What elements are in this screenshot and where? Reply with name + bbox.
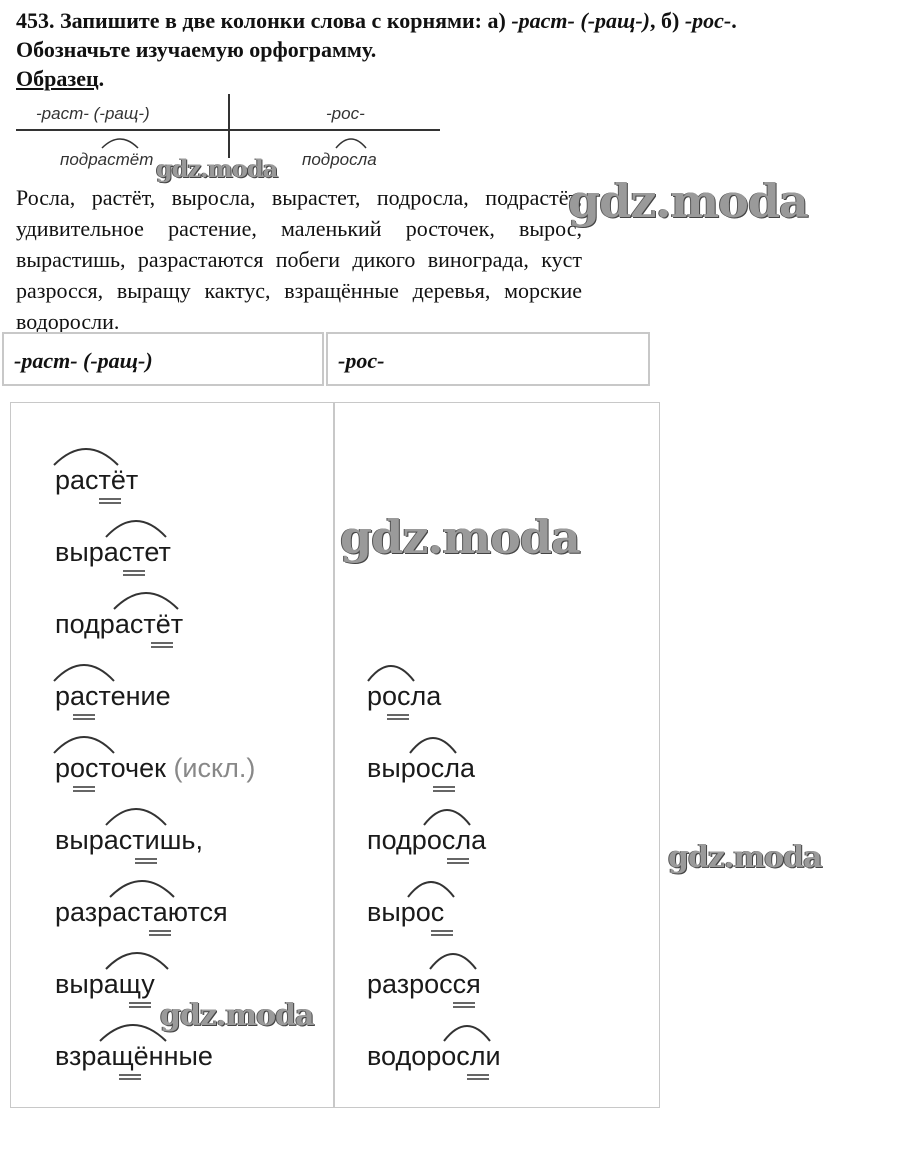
root-arc-icon [427,945,479,971]
watermark: gdz.moda [156,154,278,183]
root-arc-icon [100,134,140,150]
sample-word-right: подросла [302,150,377,169]
double-underline-icon [149,641,175,649]
left-word: растение [55,681,171,711]
sample-divider-v [228,94,230,158]
left-word: взращённые [55,1041,213,1071]
double-underline-icon [451,1001,477,1009]
watermark: gdz.moda [340,510,580,564]
watermark: gdz.moda [568,174,808,228]
sample-header-left: -раст- (-ращ-) [36,104,150,123]
right-word: вырос [367,897,445,927]
root-arc-icon [103,513,169,539]
right-word: подросла [367,825,487,855]
task-text-2: , б) [650,8,680,33]
answer-table [10,402,660,1108]
double-underline-icon [429,929,455,937]
left-word: вырастет [55,537,171,567]
exception-note: (искл.) [173,753,256,783]
answer-header-left: -раст- (-ращ-) [2,332,324,386]
root-arc-icon [97,1017,169,1043]
root-arc-icon [405,873,457,899]
sample-label: Образец. [16,66,105,91]
double-underline-icon [71,785,97,793]
double-underline-icon [97,497,123,505]
double-underline-icon [117,1073,143,1081]
root-arc-icon [441,1017,493,1043]
root-arc-icon [407,729,459,755]
double-underline-icon [71,713,97,721]
double-underline-icon [121,569,147,577]
sample-word-left: подрастёт [60,150,154,169]
double-underline-icon [147,929,173,937]
task-root-b: -рос- [684,8,732,33]
left-word: выращу [55,969,155,999]
task-heading [16,6,896,64]
root-arc-icon [103,945,171,971]
root-arc-icon [51,657,117,683]
task-number: 453. [16,8,55,33]
root-arc-icon [107,873,177,899]
left-word: росточек (искл.) [55,753,256,783]
task-text-3: . [731,8,737,33]
root-arc-icon [334,134,368,150]
double-underline-icon [445,857,471,865]
root-arc-icon [51,441,121,467]
left-word: разрастаются [55,897,228,927]
root-arc-icon [51,729,117,755]
left-word: вырастишь, [55,825,203,855]
double-underline-icon [465,1073,491,1081]
double-underline-icon [127,1001,153,1009]
right-word: выросла [367,753,476,783]
double-underline-icon [431,785,457,793]
watermark: gdz.moda [160,998,314,1033]
watermark: gdz.moda [668,840,822,875]
left-word: растёт [55,465,139,495]
root-arc-icon [111,585,181,611]
exercise-text: Росла, растёт, выросла, вырастет, подросла, подрастёт, удивительное растение, маленький росточек, вырос, вырастишь, разрастаются побеги дикого винограда, куст разросся, выращу кактус, взращённые деревья, морские водоросли. [16,185,582,334]
left-word: подрастёт [55,609,184,639]
answer-header-right: -рос- [326,332,650,386]
root-arc-icon [421,801,473,827]
right-word: разросся [367,969,481,999]
task-text-1: Запишите в две колонки слова с корнями: а) [60,8,506,33]
sample-header-right: -рос- [326,104,365,123]
root-arc-icon [103,801,169,827]
double-underline-icon [385,713,411,721]
double-underline-icon [133,857,159,865]
root-arc-icon [365,657,417,683]
right-word: водоросли [367,1041,501,1071]
task-root-a: -раст- (-ращ-) [511,8,651,33]
task-line-2: Обозначьте изучаемую орфограмму. [16,37,377,62]
column-divider [333,403,335,1107]
right-word: росла [367,681,442,711]
